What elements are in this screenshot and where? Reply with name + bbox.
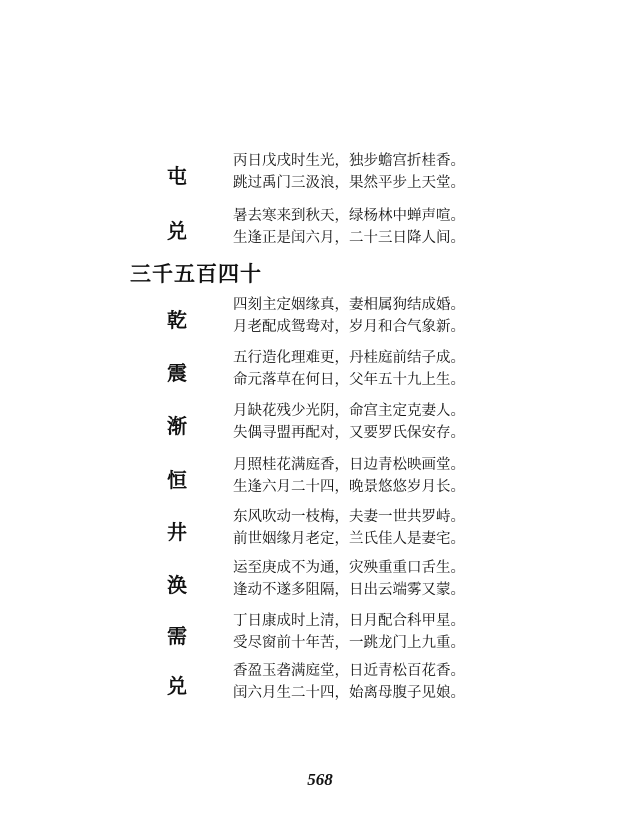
verse-line: 生逢六月二十四，晚景悠悠岁月长。 — [233, 479, 465, 495]
verse-line: 前世姻缘月老定，兰氏佳人是妻宅。 — [233, 531, 465, 547]
verse-line: 东风吹动一枝梅，夫妻一世共罗峙。 — [233, 509, 465, 525]
trigram-label: 兑 — [167, 219, 187, 243]
verse-line: 暑去寒来到秋天，绿杨林中蝉声喧。 — [233, 208, 465, 224]
verse-line: 五行造化理难更，丹桂庭前结子成。 — [233, 350, 465, 366]
verse-line: 命元落草在何日，父年五十九上生。 — [233, 372, 465, 388]
page-number: 568 — [307, 770, 333, 789]
trigram-label: 井 — [167, 520, 187, 544]
verse-line: 月老配成鸳鸯对，岁月和合气象新。 — [233, 319, 465, 335]
section-heading: 三千五百四十 — [130, 261, 262, 286]
verse-line: 跳过禹门三汲浪，果然平步上天堂。 — [233, 175, 465, 191]
trigram-label: 涣 — [167, 573, 187, 597]
trigram-label: 屯 — [167, 164, 187, 188]
verse-line: 月缺花残少光阴，命宫主定克妻人。 — [233, 403, 465, 419]
verse-line: 受尽窗前十年苦，一跳龙门上九重。 — [233, 635, 465, 651]
trigram-label: 乾 — [167, 308, 187, 332]
verse-line: 丁日康成时上清，日月配合科甲星。 — [233, 613, 465, 629]
verse-line: 月照桂花满庭香，日边青松映画堂。 — [233, 457, 465, 473]
verse-line: 逢动不遂多阻隔，日出云端雾又蒙。 — [233, 582, 465, 598]
verse-line: 运至庚成不为通，灾殃重重口舌生。 — [233, 560, 465, 576]
trigram-label: 兑 — [167, 674, 187, 698]
trigram-label: 渐 — [167, 414, 187, 438]
verse-line: 失偶寻盟再配对，又要罗氏保安存。 — [233, 425, 465, 441]
verse-line: 香盈玉砻满庭堂，日近青松百花香。 — [233, 663, 465, 679]
trigram-label: 震 — [167, 361, 187, 385]
trigram-label: 需 — [167, 624, 187, 648]
verse-line: 闰六月生二十四，始离母腹子见娘。 — [233, 685, 465, 701]
verse-line: 四刻主定姻缘真，妻相属狗结成婚。 — [233, 297, 465, 313]
trigram-label: 恒 — [167, 468, 187, 492]
verse-line: 生逢正是闰六月，二十三日降人间。 — [233, 230, 465, 246]
verse-line: 丙日戊戌时生光，独步蟾宫折桂香。 — [233, 153, 465, 169]
